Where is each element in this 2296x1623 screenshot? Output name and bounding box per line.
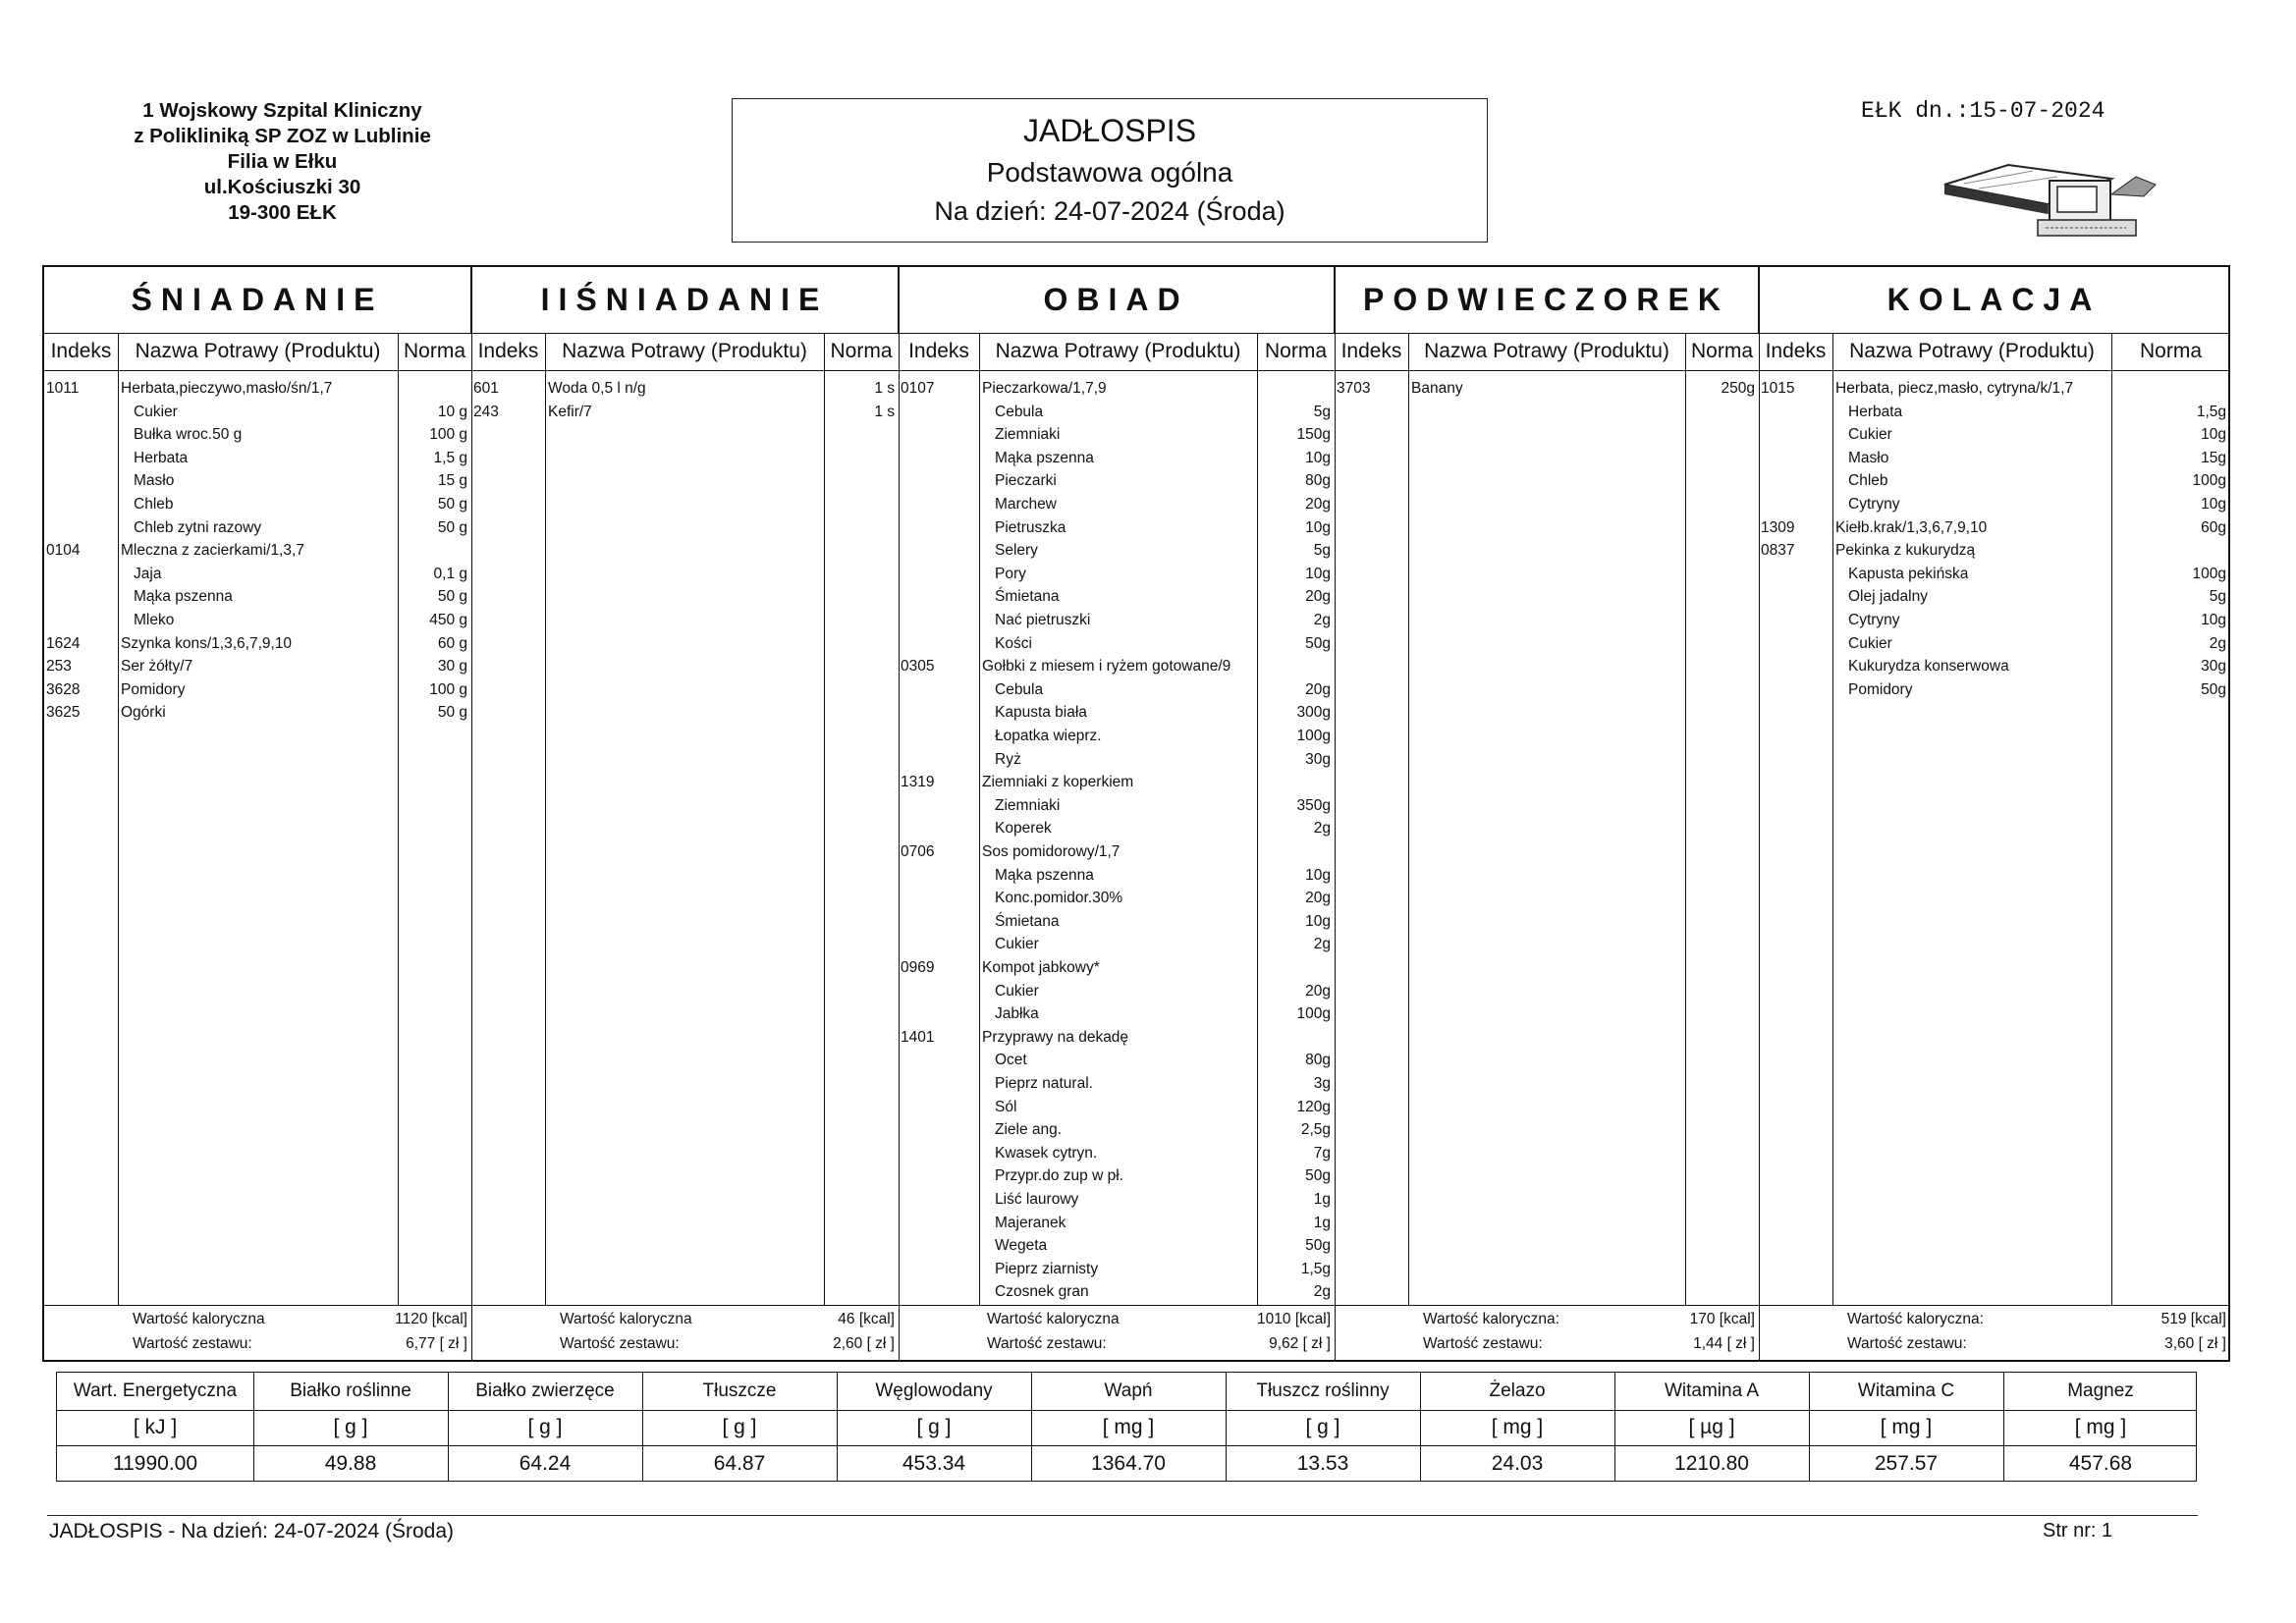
meal-header: ŚNIADANIE (44, 267, 471, 333)
nutrient-unit: [ g ] (916, 1416, 952, 1438)
ingredient-name: Ziemniaki (995, 796, 1061, 814)
meal-header: PODWIECZOREK (1335, 267, 1759, 333)
ingredient-name: Kości (995, 634, 1032, 652)
row-norm: 60g (2201, 518, 2226, 536)
row-norm: 50 g (437, 518, 467, 536)
ingredient-name: Cukier (1848, 634, 1892, 652)
hospital-line: z Polikliniką SP ZOZ w Lublinie (134, 125, 431, 147)
ingredient-name: Kwasek cytryn. (995, 1144, 1098, 1162)
row-norm: 5g (2209, 588, 2226, 606)
hospital-line: 1 Wojskowy Szpital Kliniczny (142, 99, 422, 122)
row-norm: 10 g (437, 403, 467, 420)
dish-name: Mleczna z zacierkami/1,3,7 (121, 542, 304, 560)
row-index: 0969 (901, 959, 935, 976)
ingredient-name: Pietruszka (995, 518, 1066, 536)
nutrient-value: 257.57 (1874, 1452, 1939, 1475)
ingredient-name: Konc.pomidor.30% (995, 890, 1123, 907)
document-title: JADŁOSPIS (1022, 113, 1197, 148)
column-header-norm: Norma (1264, 340, 1327, 362)
row-index: 1319 (901, 774, 935, 791)
ingredient-name: Koperek (995, 820, 1052, 838)
dish-name: Ziemniaki z koperkiem (982, 774, 1134, 791)
nutrient-value: 24.03 (1491, 1452, 1544, 1475)
nutrient-label: Wapń (1104, 1380, 1153, 1401)
nutrient-label: Żelazo (1489, 1380, 1546, 1401)
row-norm: 120g (1296, 1098, 1331, 1115)
row-norm: 3g (1313, 1075, 1331, 1092)
nutrient-unit: [ g ] (527, 1416, 563, 1438)
column-header-norm: Norma (1690, 340, 1753, 362)
dish-name: Szynka kons/1,3,6,7,9,10 (121, 634, 293, 652)
nutrient-label: Magnez (2067, 1380, 2134, 1401)
column-divider (118, 333, 119, 1305)
set-cost-label: Wartość zestawu: (1423, 1335, 1543, 1352)
column-header-name: Nazwa Potrawy (Produktu) (1849, 340, 2095, 362)
nutrient-value: 457.68 (2068, 1452, 2133, 1475)
nutrient-value: 49.88 (324, 1452, 377, 1475)
set-cost-label: Wartość zestawu: (560, 1335, 680, 1352)
row-norm: 2g (1313, 1283, 1331, 1301)
ingredient-name: Łopatka wieprz. (995, 728, 1102, 744)
row-norm: 150g (1296, 426, 1331, 444)
meal-header: IIŚNIADANIE (471, 267, 899, 333)
kcal-value: 170 [kcal] (1689, 1311, 1755, 1327)
hospital-line: 19-300 EŁK (228, 201, 337, 224)
ingredient-name: Selery (995, 542, 1038, 560)
row-norm: 100g (2192, 472, 2226, 490)
column-divider (1408, 333, 1409, 1305)
row-norm: 2g (1313, 820, 1331, 838)
nutrient-label: Białko roślinne (290, 1380, 411, 1401)
row-norm: 10g (2201, 496, 2226, 513)
row-index: 1015 (1761, 380, 1795, 397)
row-norm: 100g (1296, 728, 1331, 744)
ingredient-name: Masło (1848, 449, 1889, 466)
dish-name: Przyprawy na dekadę (982, 1028, 1129, 1046)
row-index: 0305 (901, 658, 935, 676)
row-norm: 1 s (874, 403, 895, 420)
set-cost-value: 1,44 [ zł ] (1693, 1335, 1755, 1352)
section-divider (471, 267, 472, 1360)
ingredient-name: Marchew (995, 496, 1057, 513)
column-header-index: Indeks (1340, 340, 1402, 362)
ingredient-name: Ryż (995, 750, 1021, 768)
ingredient-name: Ocet (995, 1052, 1027, 1069)
ingredient-name: Cukier (134, 403, 178, 420)
nutrient-value: 13.53 (1296, 1452, 1349, 1475)
ingredient-name: Bułka wroc.50 g (134, 426, 243, 444)
row-index: 3625 (46, 704, 81, 722)
column-divider (1832, 333, 1833, 1305)
nutrient-label: Wart. Energetyczna (73, 1380, 238, 1401)
row-norm: 1g (1313, 1214, 1331, 1231)
ingredient-name: Mąka pszenna (995, 449, 1094, 466)
row-norm: 1g (1313, 1191, 1331, 1208)
dish-name: Kompot jabkowy* (982, 959, 1100, 976)
nutrient-unit: [ mg ] (1880, 1416, 1933, 1438)
section-divider (1335, 267, 1336, 1360)
section-divider (899, 267, 900, 1360)
nutrient-unit: [ µg ] (1688, 1416, 1735, 1438)
ingredient-name: Pieczarki (995, 472, 1057, 490)
section-divider (1759, 267, 1760, 1360)
row-index: 0837 (1761, 542, 1795, 560)
row-norm: 80g (1305, 472, 1331, 490)
row-norm: 450 g (429, 612, 467, 628)
row-index: 253 (46, 658, 72, 676)
ingredient-name: Masło (134, 472, 175, 490)
ingredient-name: Majeranek (995, 1214, 1066, 1231)
row-norm: 10g (1305, 866, 1331, 884)
ingredient-name: Jaja (134, 565, 162, 582)
nutrient-label: Witamina A (1664, 1380, 1760, 1401)
row-norm: 2g (2209, 634, 2226, 652)
column-header-index: Indeks (477, 340, 539, 362)
nutrient-value: 1210.80 (1674, 1452, 1749, 1475)
ingredient-name: Kukurydza konserwowa (1848, 658, 2009, 676)
dish-name: Pieczarkowa/1,7,9 (982, 380, 1107, 397)
row-norm: 7g (1313, 1144, 1331, 1162)
ingredient-name: Cytryny (1848, 612, 1900, 628)
menu-date: Na dzień: 24-07-2024 (Środa) (934, 196, 1285, 226)
kcal-label: Wartość kaloryczna (560, 1311, 692, 1327)
nutrient-value: 64.24 (519, 1452, 572, 1475)
kcal-label: Wartość kaloryczna (133, 1311, 265, 1327)
nutrient-label: Tłuszcz roślinny (1256, 1380, 1390, 1401)
row-norm: 1,5 g (433, 449, 467, 466)
set-cost-value: 6,77 [ zł ] (406, 1335, 467, 1352)
ingredient-name: Śmietana (995, 588, 1060, 606)
column-header-index: Indeks (908, 340, 969, 362)
ingredient-name: Jabłka (995, 1005, 1039, 1023)
row-norm: 2g (1313, 936, 1331, 953)
row-norm: 20g (1305, 982, 1331, 1000)
page-number: Str nr: 1 (2043, 1520, 2113, 1542)
column-header-index: Indeks (50, 340, 112, 362)
kcal-label: Wartość kaloryczna: (1847, 1311, 1984, 1327)
nutrient-label: Białko zwierzęce (475, 1380, 615, 1401)
ingredient-name: Mąka pszenna (995, 866, 1094, 884)
row-norm: 2,5g (1300, 1121, 1331, 1139)
row-norm: 60 g (437, 634, 467, 652)
ingredient-name: Wegeta (995, 1237, 1048, 1255)
row-index: 1624 (46, 634, 81, 652)
row-norm: 50 g (437, 496, 467, 513)
row-index: 0107 (901, 380, 935, 397)
nutrient-label: Węglowodany (875, 1380, 993, 1401)
row-norm: 20g (1305, 588, 1331, 606)
row-norm: 20g (1305, 890, 1331, 907)
row-norm: 10g (1305, 912, 1331, 930)
row-norm: 100 g (429, 426, 467, 444)
dish-name: Pekinka z kukurydzą (1835, 542, 1976, 560)
ingredient-name: Kapusta pekińska (1848, 565, 1969, 582)
printer-computer-icon (1940, 157, 2165, 242)
column-divider (979, 333, 980, 1305)
ingredient-name: Chleb (1848, 472, 1888, 490)
ingredient-name: Pieprz ziarnisty (995, 1260, 1099, 1277)
ingredient-name: Chleb (134, 496, 174, 513)
ingredient-name: Chleb zytni razowy (134, 518, 262, 536)
kcal-value: 46 [kcal] (838, 1311, 895, 1327)
ingredient-name: Przypr.do zup w pł. (995, 1167, 1123, 1185)
column-divider (545, 333, 546, 1305)
set-cost-label: Wartość zestawu: (987, 1335, 1107, 1352)
column-header-name: Nazwa Potrawy (Produktu) (562, 340, 807, 362)
row-norm: 30g (2201, 658, 2226, 676)
row-norm: 15 g (437, 472, 467, 490)
row-norm: 20g (1305, 496, 1331, 513)
row-norm: 10g (1305, 565, 1331, 582)
nutrient-unit: [ mg ] (1491, 1416, 1544, 1438)
row-norm: 350g (1296, 796, 1331, 814)
title-box (732, 98, 1488, 243)
row-norm: 0,1 g (433, 565, 467, 582)
row-norm: 50 g (437, 704, 467, 722)
column-header-name: Nazwa Potrawy (Produktu) (135, 340, 381, 362)
ingredient-name: Liść laurowy (995, 1191, 1079, 1208)
dish-name: Ogórki (121, 704, 166, 722)
kcal-value: 519 [kcal] (2160, 1311, 2226, 1327)
dish-name: Kefir/7 (548, 403, 592, 420)
hospital-address (93, 98, 471, 226)
ingredient-name: Olej jadalny (1848, 588, 1928, 606)
column-divider (1685, 333, 1686, 1305)
row-norm: 100 g (429, 680, 467, 698)
ingredient-name: Pieprz natural. (995, 1075, 1093, 1092)
kcal-label: Wartość kaloryczna (987, 1311, 1120, 1327)
footer-title: JADŁOSPIS - Na dzień: 24-07-2024 (Środa) (49, 1520, 455, 1542)
row-norm: 1,5g (2196, 403, 2226, 420)
dish-name: Woda 0,5 l n/g (548, 380, 646, 397)
ingredient-name: Czosnek gran (995, 1283, 1089, 1301)
nutrient-value: 453.34 (902, 1452, 966, 1475)
dish-name: Banany (1411, 380, 1463, 397)
row-norm: 250g (1721, 380, 1755, 397)
meal-header: KOLACJA (1759, 267, 2230, 333)
nutrient-unit: [ kJ ] (133, 1416, 178, 1438)
dish-name: Herbata, piecz,masło, cytryna/k/1,7 (1835, 380, 2074, 397)
row-norm: 5g (1313, 403, 1331, 420)
nutrient-value: 1364.70 (1091, 1452, 1166, 1475)
row-index: 1011 (46, 380, 80, 397)
dish-name: Gołbki z miesem i ryżem gotowane/9 (982, 658, 1231, 676)
row-norm: 10g (1305, 449, 1331, 466)
nutrient-unit: [ mg ] (1102, 1416, 1155, 1438)
row-index: 3628 (46, 680, 81, 698)
nutrient-value: 64.87 (713, 1452, 766, 1475)
row-norm: 100g (2192, 565, 2226, 582)
column-divider (824, 333, 825, 1305)
hospital-line: Filia w Ełku (227, 150, 338, 173)
nutrient-unit: [ g ] (333, 1416, 368, 1438)
column-header-index: Indeks (1765, 340, 1827, 362)
ingredient-name: Nać pietruszki (995, 612, 1091, 628)
ingredient-name: Mleko (134, 612, 175, 628)
row-norm: 10g (2201, 612, 2226, 628)
row-norm: 80g (1305, 1052, 1331, 1069)
nutrient-unit: [ mg ] (2074, 1416, 2127, 1438)
set-cost-value: 9,62 [ zł ] (1269, 1335, 1331, 1352)
row-norm: 50g (1305, 634, 1331, 652)
row-index: 243 (473, 403, 499, 420)
nutrient-value: 11990.00 (112, 1452, 198, 1475)
row-norm: 300g (1296, 704, 1331, 722)
row-index: 3703 (1337, 380, 1371, 397)
dish-name: Herbata,pieczywo,masło/śn/1,7 (121, 380, 333, 397)
ingredient-name: Kapusta biała (995, 704, 1087, 722)
row-norm: 10g (2201, 426, 2226, 444)
kcal-label: Wartość kaloryczna: (1423, 1311, 1559, 1327)
row-norm: 1,5g (1300, 1260, 1331, 1277)
set-cost-label: Wartość zestawu: (1847, 1335, 1967, 1352)
ingredient-name: Cukier (995, 982, 1039, 1000)
ingredient-name: Cebula (995, 403, 1044, 420)
row-norm: 1 s (874, 380, 895, 397)
ingredient-name: Cytryny (1848, 496, 1900, 513)
ingredient-name: Herbata (134, 449, 189, 466)
dish-name: Ser żółty/7 (121, 658, 193, 676)
set-cost-value: 2,60 [ zł ] (833, 1335, 895, 1352)
ingredient-name: Cukier (995, 936, 1039, 953)
diet-type: Podstawowa ogólna (986, 157, 1233, 188)
set-cost-label: Wartość zestawu: (133, 1335, 252, 1352)
footer-divider (47, 1515, 2198, 1516)
column-header-norm: Norma (403, 340, 465, 362)
row-index: 0706 (901, 843, 935, 860)
set-cost-value: 3,60 [ zł ] (2164, 1335, 2226, 1352)
dish-name: Pomidory (121, 680, 186, 698)
dish-name: Sos pomidorowy/1,7 (982, 843, 1121, 860)
print-date: EŁK dn.:15-07-2024 (1861, 98, 2105, 124)
menu-table (42, 265, 2230, 1362)
meal-header: OBIAD (899, 267, 1335, 333)
row-index: 1401 (901, 1028, 935, 1046)
hospital-line: ul.Kościuszki 30 (203, 176, 361, 198)
column-header-norm: Norma (830, 340, 893, 362)
row-norm: 15g (2201, 449, 2226, 466)
row-norm: 50g (1305, 1237, 1331, 1255)
ingredient-name: Sól (995, 1098, 1017, 1115)
ingredient-name: Mąka pszenna (134, 588, 233, 606)
table-rule (57, 1410, 2196, 1411)
table-rule (44, 370, 2228, 371)
table-rule (57, 1445, 2196, 1446)
nutrient-unit: [ g ] (1305, 1416, 1340, 1438)
row-norm: 10g (1305, 518, 1331, 536)
row-norm: 50g (2201, 680, 2226, 698)
table-rule (44, 1305, 2228, 1306)
ingredient-name: Cebula (995, 680, 1044, 698)
dish-name: Kiełb.krak/1,3,6,7,9,10 (1835, 518, 1988, 536)
ingredient-name: Cukier (1848, 426, 1892, 444)
kcal-value: 1120 [kcal] (395, 1311, 467, 1327)
row-norm: 20g (1305, 680, 1331, 698)
nutrient-label: Witamina C (1857, 1380, 1955, 1401)
row-norm: 30g (1305, 750, 1331, 768)
column-header-name: Nazwa Potrawy (Produktu) (1424, 340, 1669, 362)
nutrition-table (56, 1372, 2197, 1482)
ingredient-name: Ziemniaki (995, 426, 1061, 444)
nutrient-label: Tłuszcze (702, 1380, 777, 1401)
row-index: 601 (473, 380, 499, 397)
row-norm: 100g (1296, 1005, 1331, 1023)
kcal-value: 1010 [kcal] (1257, 1311, 1331, 1327)
ingredient-name: Śmietana (995, 912, 1060, 930)
row-norm: 5g (1313, 542, 1331, 560)
column-header-name: Nazwa Potrawy (Produktu) (995, 340, 1241, 362)
ingredient-name: Pory (995, 565, 1026, 582)
row-norm: 50 g (437, 588, 467, 606)
row-norm: 30 g (437, 658, 467, 676)
row-norm: 2g (1313, 612, 1331, 628)
row-index: 1309 (1761, 518, 1795, 536)
ingredient-name: Herbata (1848, 403, 1903, 420)
ingredient-name: Ziele ang. (995, 1121, 1063, 1139)
column-header-norm: Norma (2139, 340, 2202, 362)
nutrient-unit: [ g ] (722, 1416, 757, 1438)
ingredient-name: Pomidory (1848, 680, 1913, 698)
row-norm: 50g (1305, 1167, 1331, 1185)
row-index: 0104 (46, 542, 81, 560)
